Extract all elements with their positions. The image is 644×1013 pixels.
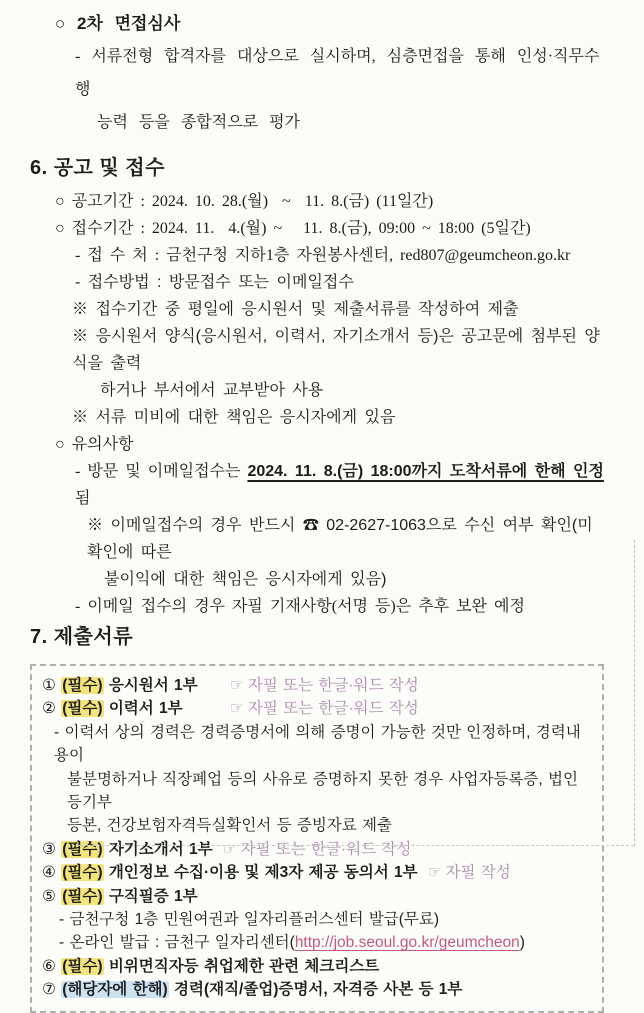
- item-2-sub-line3: 등본, 건강보험자격득실확인서 등 증빙자료 제출: [67, 817, 392, 835]
- item-title: 자기소개서 1부: [108, 840, 213, 858]
- caution-heading: ○ 유의사항: [55, 436, 134, 453]
- online-issue-suffix: ): [519, 934, 525, 952]
- caution-phone-line: [30, 512, 608, 566]
- required-tag: (필수): [62, 887, 103, 905]
- section6-heading: 6. 공고 및 접수: [30, 157, 165, 179]
- item-title: 비위면직자등 취업제한 관련 체크리스트: [108, 957, 380, 975]
- note-text: 자필 또는 한글·워드 작성: [240, 840, 412, 858]
- interview-section: [30, 8, 608, 139]
- note-form-line-cont: 하거나 부서에서 교부받아 사용: [100, 382, 324, 399]
- apply-period-line: ○ 접수기간 : 2024. 11. 4.(월) ~ 11. 8.(금), 09:00 ~ 18:00 (5일간): [55, 220, 531, 237]
- handwriting-note: [230, 677, 419, 694]
- note-responsibility-line: ※ 서류 미비에 대한 책임은 응시자에게 있음: [72, 409, 396, 426]
- online-issue-prefix: - 온라인 발급 : 금천구 일자리센터(: [59, 934, 295, 952]
- caution-phone-prefix: ※ 이메일접수의 경우 반드시: [87, 517, 303, 534]
- item-title: 응시원서 1부: [108, 677, 198, 694]
- item-title: 개인정보 수집·이용 및 제3자 제공 동의서 1부: [108, 864, 418, 882]
- apply-place-line: - 접 수 처 : 금천구청 지하1층 자원봉사센터, red807@geumcheon.go.kr: [75, 247, 571, 264]
- caution-visit-suffix: 됨: [75, 490, 91, 507]
- note-text: 자필 작성: [445, 864, 511, 882]
- submit-item-5: [42, 885, 592, 908]
- item-2-sub-line2: 불분명하거나 직장폐업 등의 사유로 증명하지 못한 경우 사업자등록증, 법인등기부: [67, 770, 578, 812]
- note-form-line: ※ 응시원서 양식(응시원서, 이력서, 자기소개서 등)은 공고문에 첨부된 양식을 출력: [72, 328, 600, 372]
- item-number: ③: [42, 840, 56, 858]
- item-number: ⑥: [42, 957, 56, 975]
- submit-item-6: [42, 955, 592, 978]
- required-tag: (필수): [62, 700, 103, 718]
- interview-desc-line1: - 서류전형 합격자를 대상으로 실시하며, 심층면접을 통해 인성·직무수행: [75, 48, 600, 98]
- caution-visit-line: [30, 458, 608, 512]
- caution-phone-line-cont: 불이익에 대한 책임은 응시자에게 있음): [104, 571, 387, 588]
- submit-item-2: [42, 697, 592, 720]
- submit-item-1: [42, 674, 592, 697]
- caution-visit-prefix: - 방문 및 이메일접수는: [75, 463, 248, 480]
- interview-heading: ○ 2차 면접심사: [55, 14, 181, 33]
- submit-item-4: [42, 861, 592, 884]
- required-tag: (필수): [62, 864, 103, 882]
- interview-desc-line2: 능력 등을 종합적으로 평가: [97, 114, 301, 131]
- submit-documents-box: [30, 664, 604, 1013]
- note-text: 자필 또는 한글·워드 작성: [247, 700, 419, 718]
- caution-email-line: - 이메일 접수의 경우 자필 기재사항(서명 등)은 추후 보완 예정: [75, 598, 525, 615]
- conditional-tag: (해당자에 한해): [62, 981, 168, 999]
- submit-item-3: [42, 838, 592, 861]
- apply-method-line: - 접수방법 : 방문접수 또는 이메일접수: [75, 274, 354, 291]
- item-number: ②: [42, 700, 56, 718]
- item-number: ①: [42, 677, 56, 694]
- item-title: 구직필증 1부: [108, 887, 198, 905]
- caution-deadline-text: 2024. 11. 8.(금) 18:00까지 도착서류에 한해 인정: [247, 463, 604, 480]
- item-5-sub-line2: [42, 931, 592, 954]
- scan-artifact-horizontal-line: [72, 845, 634, 846]
- scan-artifact-vertical-line: [634, 540, 635, 846]
- section7-heading: 7. 제출서류: [30, 626, 134, 648]
- hand-pointer-icon: ☞: [222, 840, 237, 858]
- hand-pointer-icon: ☞: [230, 677, 244, 694]
- note-text: 자필 또는 한글·워드 작성: [247, 677, 419, 694]
- item-number: ⑤: [42, 887, 56, 905]
- submit-item-7: [42, 978, 592, 1001]
- handwriting-note: [230, 700, 419, 717]
- phone-icon: ☎: [302, 517, 319, 534]
- required-tag: (필수): [62, 957, 103, 975]
- hand-pointer-icon: ☞: [427, 864, 442, 882]
- item-5-sub-line1: - 금천구청 1층 민원여권과 일자리플러스센터 발급(무료): [59, 911, 440, 929]
- job-center-link[interactable]: http://job.seoul.go.kr/geumcheon: [294, 934, 520, 952]
- item-title: 경력(재직/졸업)증명서, 자격증 사본 등 1부: [174, 981, 463, 999]
- item-number: ⑦: [42, 981, 56, 999]
- handwriting-note: [223, 841, 412, 858]
- notice-period-line: ○ 공고기간 : 2024. 10. 28.(월) ~ 11. 8.(금) (11일간): [55, 193, 434, 210]
- handwriting-note: [428, 864, 511, 881]
- required-tag: (필수): [62, 840, 103, 858]
- item-number: ④: [42, 864, 56, 882]
- note-weekday-line: ※ 접수기간 중 평일에 응시원서 및 제출서류를 작성하여 제출: [72, 301, 519, 318]
- hand-pointer-icon: ☞: [230, 700, 244, 718]
- required-tag: (필수): [62, 677, 103, 694]
- item-2-sub-line1: - 이력서 상의 경력은 경력증명서에 의해 증명이 가능한 것만 인정하며, 경력내용이: [54, 723, 581, 765]
- item-title: 이력서 1부: [108, 700, 183, 718]
- caution-phone-rest: 02-2627-1063으로 수신 여부 확인(미확인에 따른: [87, 517, 593, 561]
